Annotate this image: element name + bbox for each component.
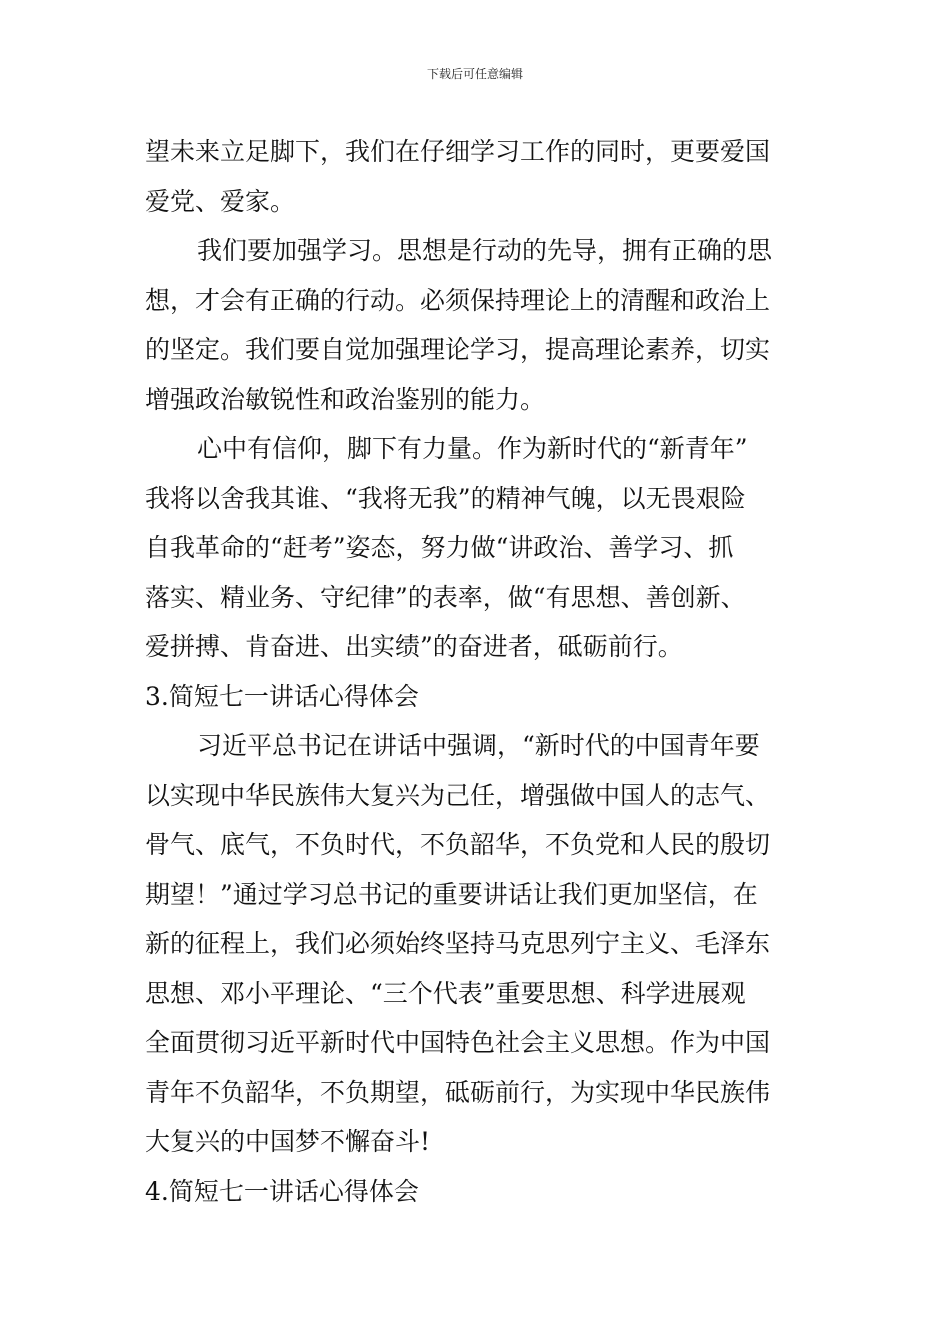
paragraph-first-line: 心中有信仰，脚下有力量。作为新时代的“新青年” bbox=[197, 434, 748, 463]
body-line: 全面贯彻习近平新时代中国特色社会主义思想。作为中国 bbox=[145, 1028, 771, 1057]
section-heading: 4.简短七一讲话心得体会 bbox=[145, 1176, 419, 1206]
body-line: 自我革命的“赶考”姿态，努力做“讲政治、善学习、抓 bbox=[145, 533, 734, 562]
body-line: 思想、邓小平理论、“三个代表”重要思想、科学进展观 bbox=[145, 978, 746, 1008]
body-line: 骨气、底气，不负时代，不负韶华，不负党和人民的殷切 bbox=[145, 830, 771, 859]
body-line: 期望！”通过学习总书记的重要讲话让我们更加坚信，在 bbox=[145, 879, 758, 909]
body-line: 以实现中华民族伟大复兴为己任，增强做中国人的志气、 bbox=[145, 780, 771, 810]
document-body bbox=[145, 127, 815, 1216]
body-line: 爱党、爱家。 bbox=[145, 186, 296, 216]
body-line: 增强政治敏锐性和政治鉴别的能力。 bbox=[145, 384, 546, 414]
body-line: 新的征程上，我们必须始终坚持马克思列宁主义、毛泽东 bbox=[145, 929, 771, 958]
body-line: 的坚定。我们要自觉加强理论学习，提高理论素养，切实 bbox=[145, 335, 771, 364]
header-note: 下载后可任意编辑 bbox=[426, 67, 523, 81]
body-line: 爱拼搏、肯奋进、出实绩”的奋进者，砥砺前行。 bbox=[145, 632, 683, 661]
body-line: 我将以舍我其谁、“我将无我”的精神气魄，以无畏艰险 bbox=[145, 483, 746, 513]
paragraph-first-line: 习近平总书记在讲话中强调，“新时代的中国青年要 bbox=[197, 731, 760, 760]
section-heading: 3.简短七一讲话心得体会 bbox=[145, 681, 419, 711]
body-line: 想，才会有正确的行动。必须保持理论上的清醒和政治上 bbox=[145, 285, 771, 315]
body-line: 青年不负韶华，不负期望，砥砺前行，为实现中华民族伟 bbox=[145, 1077, 771, 1107]
body-line: 落实、精业务、守纪律”的表率，做“有思想、善创新、 bbox=[145, 582, 746, 612]
body-line: 大复兴的中国梦不懈奋斗! bbox=[145, 1127, 431, 1156]
paragraph-first-line: 我们要加强学习。思想是行动的先导，拥有正确的思 bbox=[197, 236, 773, 265]
body-line: 望未来立足脚下，我们在仔细学习工作的同时，更要爱国 bbox=[145, 137, 771, 166]
